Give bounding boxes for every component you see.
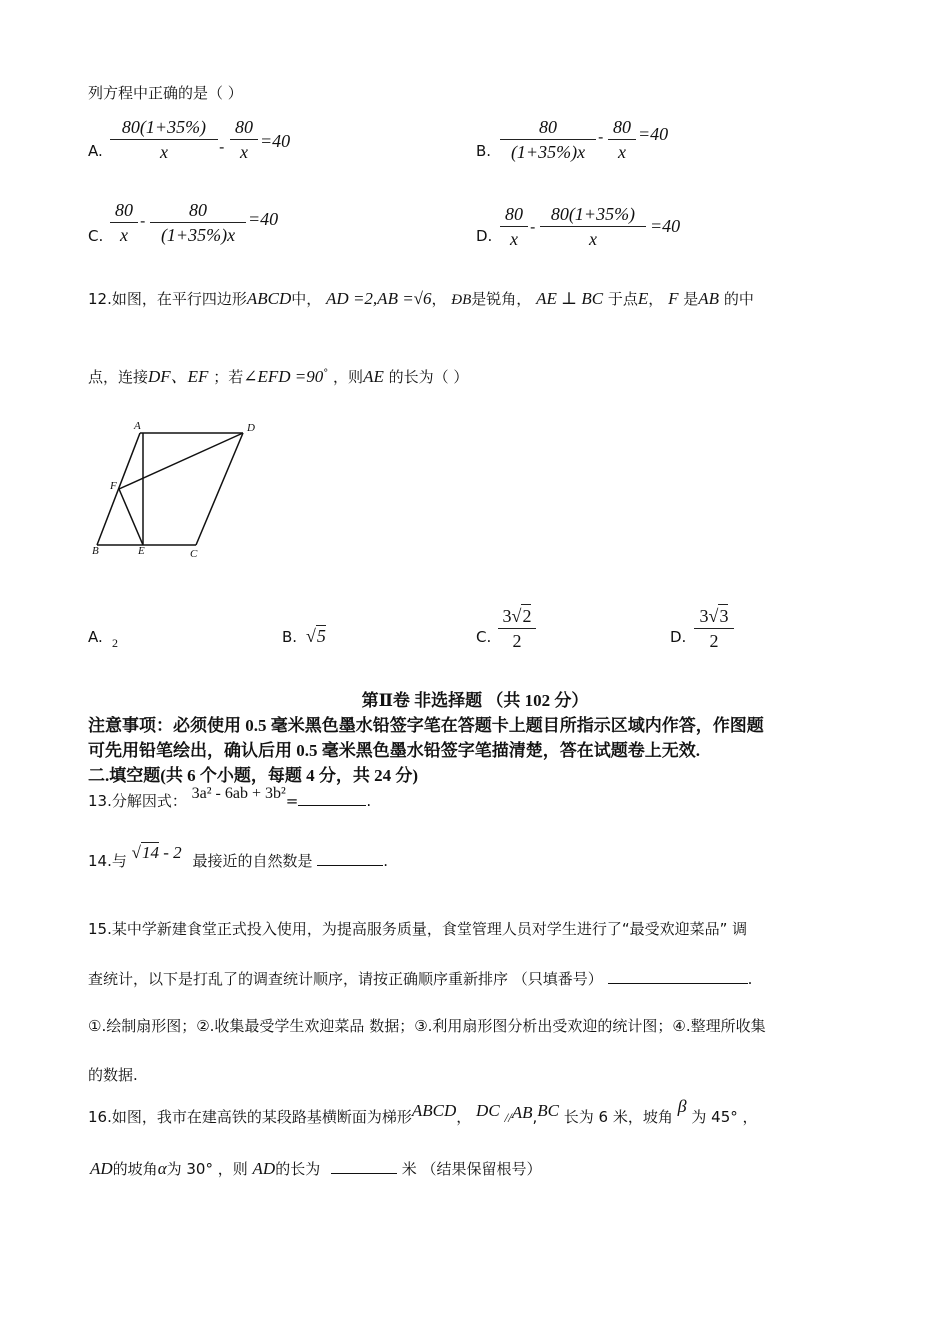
math: β [677,1096,687,1116]
segment-dc [196,433,243,545]
fraction: 80 x [110,199,138,246]
text: 中， [291,290,322,308]
text: 查统计，以下是打乱了的调查统计顺序，请按正确顺序重新排序 （只填番号） [88,970,603,988]
label-d: D [247,422,255,434]
degree: ° [323,368,329,379]
option-label: C. [476,628,492,646]
text: . [366,792,372,810]
math: BC [537,1101,559,1120]
section-heading: 二.填空题(共 6 个小题，每题 4 分，共 24 分) [88,766,419,785]
fraction: 3√2 2 [498,604,536,652]
fraction: 80 x [500,203,528,250]
text: 长为 6 米，坡角 [563,1108,673,1126]
q16-line1 [88,1096,758,1127]
text: 点，连接 [88,368,149,386]
text: 于点 [607,290,638,308]
q15-line1: 15.某中学新建食堂正式投入使用，为提高服务质量，食堂管理人员对学生进行了“最受欢迎菜品” 调 [88,920,748,938]
text: 的中 [723,290,754,308]
text: . [747,970,753,988]
text: 的长为（ ） [388,368,469,386]
math: 3a² - 6ab + 3b² [191,785,286,802]
label-e: E [138,545,145,557]
option-label: B. [476,142,492,160]
label-c: C [190,548,198,560]
text: 的长为 [275,1160,321,1178]
q15-line2 [88,968,752,989]
text: 是 [683,290,699,308]
option-value: 2 [112,636,118,650]
math: AE ⊥ BC [536,289,604,308]
math: AD [90,1159,113,1178]
rhs: =40 [638,124,669,144]
text: = [285,792,299,810]
part2-note-line2: 可先用铅笔绘出，确认后用 0.5 毫米黑色墨水铅签字笔描清楚，答在试题卷上无效. [88,741,700,760]
parallelogram-figure [86,414,266,564]
text: 最接近的自然数是 [192,852,313,870]
math: √14 - 2 [131,843,182,862]
segment-ba [97,433,140,545]
fraction: 80 x [230,116,258,163]
rhs: =40 [248,209,279,229]
part2-title: 第Ⅱ卷 非选择题 （共 102 分） [361,691,589,710]
text: ；若 [213,368,244,386]
q11-stem-tail: 列方程中正确的是（ ） [88,84,243,102]
fraction: 80 (1+35%)x [500,116,596,163]
minus-sign: - [140,212,146,230]
option-label: A. [88,628,103,646]
text: ， [431,290,447,308]
text: ，则 [333,368,364,386]
fraction: 80(1+35%) x [110,116,218,163]
text: 为 45° ， [691,1108,758,1126]
rhs: =40 [650,216,681,236]
option-label: D. [476,227,493,245]
fraction: 80(1+35%) x [540,203,646,250]
fraction: 80 (1+35%)x [150,199,246,246]
label-a: A [134,420,141,432]
text: , [532,1108,538,1126]
q13-prefix: 13.分解因式： [88,792,187,810]
q12-line1 [88,288,754,309]
text: 是锐角， [471,290,532,308]
q14 [88,843,389,871]
answer-blank[interactable] [317,851,383,866]
math: // [504,1110,512,1125]
q15-line3: ①.绘制扇形图；②.收集最受学生欢迎菜品 数据；③.利用扇形图分析出受欢迎的统计图；④.整理所收集 [88,1017,766,1035]
label-b: B [92,545,99,557]
option-label: B. [282,628,298,646]
text: ， [456,1108,472,1126]
q12-line2 [88,362,468,387]
math: α [157,1159,167,1178]
answer-blank[interactable] [608,969,748,984]
q14-prefix: 14.与 [88,852,127,870]
math: ABCD [246,289,292,308]
option-label: D. [670,628,687,646]
q13 [88,785,372,811]
minus-sign: - [530,218,536,236]
q15-line4: 的数据. [88,1066,138,1084]
q16-line2 [90,1158,542,1179]
segment-fe [119,489,143,545]
text: . [383,852,389,870]
option-label: C. [88,227,104,245]
rhs: =40 [260,131,291,151]
math: ∠EFD =90 [243,367,324,386]
math: ABCD [411,1101,457,1120]
segment-fd [119,433,243,489]
fraction: 80 x [608,116,636,163]
q12-prefix: 12.如图，在平行四边形 [88,290,247,308]
text: 为 30° ，则 [166,1160,248,1178]
math: AB [511,1103,533,1122]
option-value: √5 [306,626,326,646]
option-label: A. [88,142,103,160]
math: DC [476,1101,500,1120]
answer-blank[interactable] [298,791,366,806]
q16-prefix: 16.如图，我市在建高铁的某段路基横断面为梯形 [88,1108,412,1126]
math: ÐB [451,292,472,308]
text: 米 （结果保留根号） [401,1160,542,1178]
fraction: 3√3 2 [694,604,734,652]
math: F [668,289,679,308]
minus-sign: - [219,138,225,156]
math: AE [363,367,384,386]
part2-note-line1: 注意事项：必须使用 0.5 毫米黑色墨水铅签字笔在答题卡上题目所指示区域内作答，作图题 [88,716,764,735]
text: 的坡角 [112,1160,158,1178]
math: AD [252,1159,276,1178]
math: AD =2,AB =√6 [326,289,432,308]
text: ， [648,290,664,308]
math: AB [698,289,720,308]
minus-sign: - [598,128,604,146]
math: DF、EF [148,367,209,386]
answer-blank[interactable] [331,1159,397,1174]
math: E [637,289,649,308]
label-f: F [110,480,117,492]
